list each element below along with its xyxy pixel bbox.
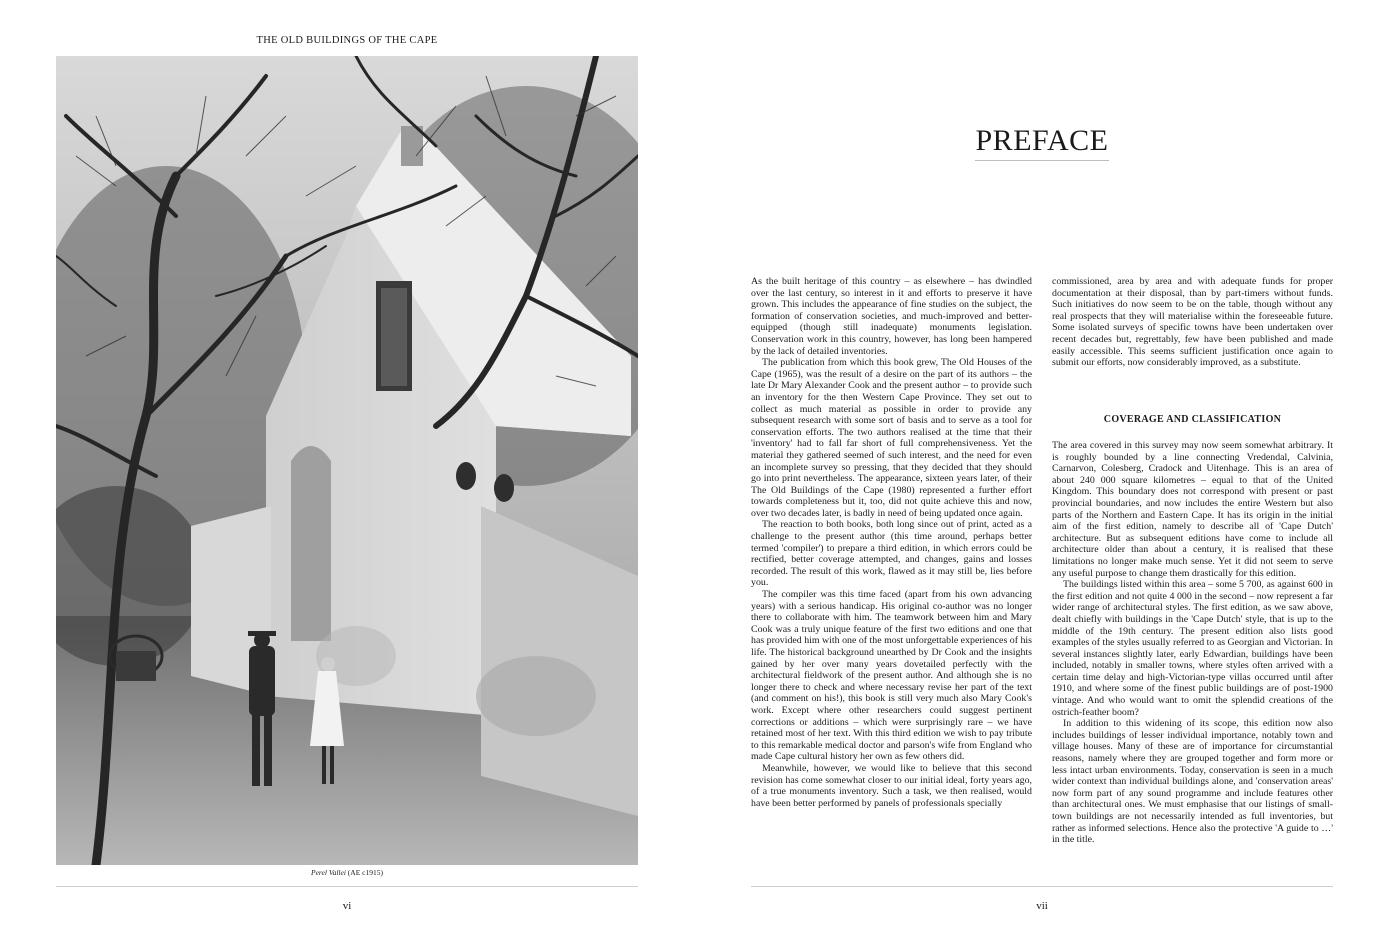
page-title: PREFACE <box>975 124 1109 157</box>
paragraph: As the built heritage of this country – as elsewhere – has dwindled over the last century, so interest in it and efforts to preserve it have grown. This includes the appearance of fine studies on the subject, the formation of conservation societies, and much-improved and better-equipped (though still inadequate) monuments legislation. Conservation work in this country, however, has long been hampered by the lack of detailed inventories. <box>751 276 1032 357</box>
paragraph: The reaction to both books, both long since out of print, acted as a challenge to the present author (this time around, perhaps better termed 'compiler') to prepare a third edition, in which errors could be rectified, better coverage attempted, and changes, gains and losses recorded. The result of this work, flawed as it may still be, lies before you. <box>751 519 1032 589</box>
title-rule <box>975 160 1109 161</box>
folio-left: vi <box>342 900 352 912</box>
photo-caption <box>56 868 638 877</box>
paragraph: The compiler was this time faced (apart from his own advancing years) with a serious handicap. His original co-author was no longer there to collaborate with him. The teamwork between him and Mary Cook was a truly unique feature of the first two editions and one that has provided him with one of the most unforgettable experiences of his life. The historical background unearthed by Dr Cook and the insights gained by her over many years dovetailed perfectly with the architectural fieldwork of the present author. And although she is no longer there to check and where necessary revise her part of the text (and comment on his!), this book is still very much also Mary Cook's work. Except where other researchers could suggest pertinent corrections or additions – which were surprisingly rare – we have retained most of her text. With this third edition we wish to pay tribute to this remarkable medical doctor and parson's wife from England who made Cape cultural history her own as few others did. <box>751 589 1032 763</box>
body-column-left <box>751 276 1032 809</box>
footer-rule-right <box>751 886 1333 887</box>
body-column-right-top <box>1052 276 1333 369</box>
paragraph: The publication from which this book grew, The Old Houses of the Cape (1965), was the result of a desire on the part of its authors – the late Dr Mary Alexander Cook and the present author – to provide such an inventory for the then Western Cape Province. They set out to collect as much material as possible in order to provide any subsequent research with some sort of basis and to serve as a tool for conservation efforts. The two authors realised at the time that their 'inventory' had to fall far short of full comprehensiveness. Yet the material they gathered seemed of such interest, and the need for even an incomplete survey so pressing, that they decided that they should go into print nevertheless. The appearance, sixteen years later, of their The Old Buildings of the Cape (1980) represented a further effort towards completeness but it, too, did not quite achieve this and now, over two decades later, is badly in need of being updated once again. <box>751 357 1032 519</box>
running-head: THE OLD BUILDINGS OF THE CAPE <box>256 35 438 46</box>
caption-place: Perel Vallei <box>311 868 346 877</box>
caption-credit: (AE c1915) <box>345 868 383 877</box>
paragraph: In addition to this widening of its scope, this edition now also includes buildings of lesser individual importance, notably town and village houses. Many of these are of importance for circumstantial reasons, namely where they are grouped together and form more or less intact urban environments. Today, conservation is seen in a much wider context than individual buildings alone, and 'conservation areas' now form part of any sound programme and include features other than architectural ones. We must emphasise that our listings of small-town buildings are not necessarily intended as full inventories, but rather as informed selections. Hence also the protective 'A guide to …' in the title. <box>1052 718 1333 846</box>
body-column-right-bottom <box>1052 440 1333 846</box>
paragraph: commissioned, area by area and with adequate funds for proper documentation at their disposal, than by part-timers without funds. Such initiatives do now seem to be on the table, though without any real prospects that they will materialise within the foreseeable future. Some isolated surveys of specific towns have been undertaken over recent decades but, regrettably, few have been published and made easily accessible. This seems sufficient justification once again to submit our efforts, now considerably improved, as a substitute. <box>1052 276 1333 369</box>
paragraph: Meanwhile, however, we would like to believe that this second revision has come somewhat closer to our initial ideal, forty years ago, of a true monuments inventory. Such a task, we then realised, would have been better performed by panels of professionals specially <box>751 762 1032 809</box>
paragraph: The buildings listed within this area – some 5 700, as against 600 in the first edition and not quite 4 000 in the second – now represent a far wider range of architectural styles. The first edition, as we saw above, dealt chiefly with buildings in the 'Cape Dutch' style, that is up to the middle of the 19th century. The present edition also lists good examples of the styles usually referred to as Georgian and Victorian. In several instances slightly later, early Edwardian, buildings have been included, notably in smaller towns, where styles often arrived with a certain time delay and high-Victorian-type villas occurred until after 1910, and where some of the finest public buildings are of post-1900 vintage. And who would want to omit the splendid creations of the ostrich-feather boom? <box>1052 579 1333 718</box>
frontispiece-photo <box>56 56 638 865</box>
section-heading: COVERAGE AND CLASSIFICATION <box>1103 414 1282 425</box>
folio-right: vii <box>1036 900 1048 912</box>
footer-rule-left <box>56 886 638 887</box>
paragraph: The area covered in this survey may now seem somewhat arbitrary. It is roughly bounded by a line connecting Vredendal, Calvinia, Carnarvon, Colesberg, Cradock and Uitenhage. This is an area of about 240 000 square kilometres – equal to that of the United Kingdom. This boundary does not correspond with present or past provincial boundaries, and now includes the entire Western but also parts of the Northern and Eastern Cape. It has its origin in the initial aim of the first edition, namely to describe all of 'Cape Dutch' architecture. But as subsequent editions have come to include all architecture older than about a century, it is realised that these limitations no longer make much sense. Yet it did not seem to serve any useful purpose to change them drastically for this edition. <box>1052 440 1333 579</box>
